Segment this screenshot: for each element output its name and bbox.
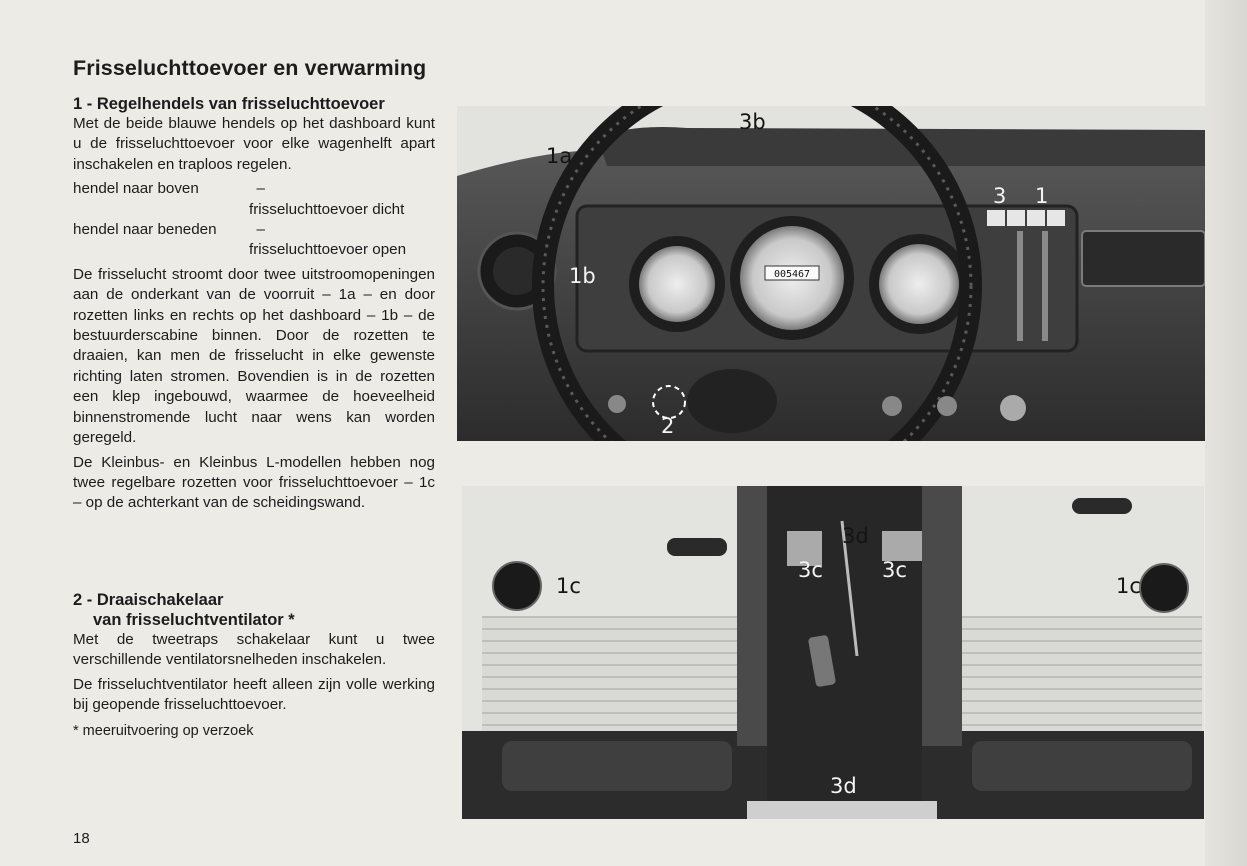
label-1a: 1a: [546, 144, 573, 168]
dashboard-photo: [457, 106, 1205, 441]
section-2-paragraph-1: Met de tweetraps schakelaar kunt u twee verschillende ventilatorsnelheden inschakelen.: [73, 630, 435, 669]
section-1-heading: 1 - Regelhendels van frisseluchttoevoer: [73, 95, 385, 113]
label-3b: 3b: [739, 110, 766, 134]
label-3d-top: 3d: [842, 524, 869, 548]
label-3c-left: 3c: [798, 558, 823, 582]
label-3c-right: 3c: [882, 558, 907, 582]
lever-down-dash: –: [256, 221, 265, 239]
lever-up-row: [73, 179, 435, 199]
lever-down-row: [73, 220, 435, 240]
partition-photo: [462, 486, 1204, 819]
page-number: 18: [73, 830, 90, 847]
label-1c-left: 1c: [556, 574, 581, 598]
section-1-paragraph-2: De frisselucht stroomt door twee uitstroomopeningen aan de onderkant van de voorruit – 1a – en door rozetten links en rechts op het dashboard – 1b – de bestuurderscabine binnen. Door de rozetten te draaien, kan men de frisselucht in elke gewenste richting laten stromen. Bovendien is in de rozetten een klep ingebouwd, waarmee de hoeveelheid binnenstromende lucht naar wens kan worden geregeld.: [73, 265, 435, 447]
lever-down-label: hendel naar beneden: [73, 221, 217, 239]
label-2: 2: [661, 414, 675, 438]
section-2-heading-line-2: van frisseluchtventilator *: [93, 610, 295, 629]
page-title: Frisseluchttoevoer en verwarming: [73, 56, 427, 80]
label-1b: 1b: [569, 264, 596, 288]
section-2-heading-line-1: 2 - Draaischakelaar: [73, 590, 224, 609]
section-1-intro: Met de beide blauwe hendels op het dashboard kunt u de frisseluchttoevoer voor elke wagenhelft apart inschakelen en traploos regelen.: [73, 115, 435, 173]
page-edge-shadow: [1205, 0, 1247, 866]
lever-up-value: frisseluchttoevoer dicht: [249, 200, 405, 218]
lever-up-label: hendel naar boven: [73, 180, 199, 198]
partition-illustration: [462, 486, 1204, 819]
lever-down-value: frisseluchttoevoer open: [249, 241, 407, 259]
label-3d-bottom: 3d: [830, 774, 857, 798]
label-3: 3: [993, 184, 1007, 208]
section-1-paragraph-3: De Kleinbus- en Kleinbus L-modellen hebben nog twee regelbare rozetten voor frisseluchttoevoer – 1c – op de achterkant van de scheidingswand.: [73, 453, 435, 512]
label-1c-right: 1c: [1116, 574, 1141, 598]
label-1: 1: [1035, 184, 1049, 208]
section-2-paragraph-2: De frisseluchtventilator heeft alleen zijn volle werking bij geopende frisseluchttoevoer.: [73, 675, 435, 713]
lever-up-dash: –: [256, 180, 265, 198]
footnote: * meeruitvoering op verzoek: [73, 723, 254, 740]
odometer-display: 005467: [773, 269, 811, 280]
text-column: [73, 56, 435, 741]
